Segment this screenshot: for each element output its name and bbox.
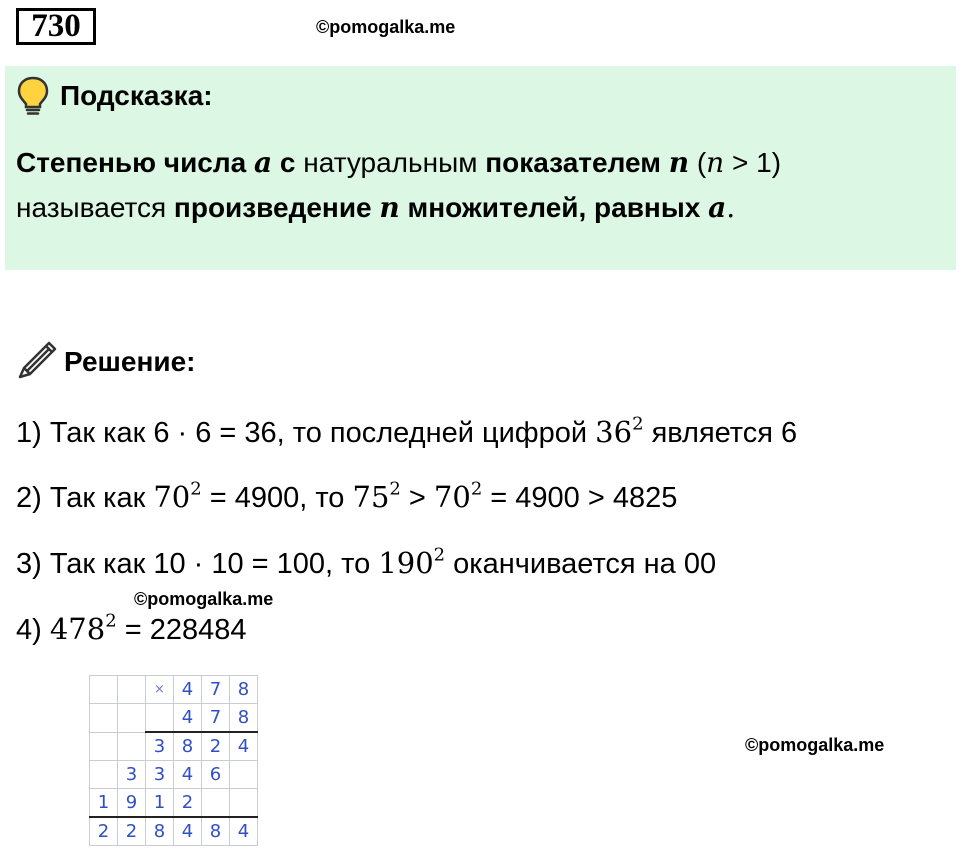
- grid-cell: 2: [202, 732, 230, 761]
- grid-cell: [230, 789, 258, 818]
- hint-line-1: [16, 139, 781, 186]
- grid-cell: [90, 704, 118, 733]
- text-segment: = 4900 > 4825: [482, 482, 678, 514]
- text-segment: множителей, равных: [399, 192, 709, 223]
- grid-cell: [90, 676, 118, 704]
- grid-cell: [118, 704, 146, 733]
- text-segment: 36: [595, 415, 633, 449]
- grid-row: [90, 789, 258, 818]
- text-segment: показателем: [485, 147, 669, 178]
- solution-item-4: [16, 612, 246, 647]
- grid-cell: [230, 761, 258, 789]
- exponent: 2: [389, 478, 401, 500]
- grid-cell: 7: [202, 676, 230, 704]
- grid-cell: 4: [174, 676, 202, 704]
- grid-cell: ×: [146, 676, 174, 704]
- lightbulb-icon: [16, 76, 50, 121]
- grid-cell: 4: [230, 732, 258, 761]
- text-segment: натуральным: [295, 147, 486, 178]
- grid-cell: 2: [118, 817, 146, 846]
- grid-cell: 6: [202, 761, 230, 789]
- problem-number: 730: [16, 8, 96, 45]
- text-segment: 478: [49, 612, 106, 646]
- grid-cell: [118, 732, 146, 761]
- grid-cell: 3: [146, 732, 174, 761]
- text-segment: 190: [378, 546, 434, 580]
- grid-cell: 1: [90, 789, 118, 818]
- text-segment: 3) Так как 10 · 10 = 100, то: [16, 548, 379, 580]
- pencil-icon: [16, 337, 60, 386]
- grid-cell: 9: [118, 789, 146, 818]
- grid-cell: [118, 676, 146, 704]
- grid-cell: 8: [174, 732, 202, 761]
- grid-row: [90, 761, 258, 789]
- solution-title: Решение:: [64, 346, 196, 377]
- watermark-top: ©pomogalka.me: [316, 17, 456, 37]
- solution-item-1: [16, 415, 797, 450]
- text-segment: с: [272, 147, 296, 178]
- grid-cell: 4: [174, 817, 202, 846]
- text-segment: = 4900, то: [201, 482, 353, 514]
- multiplication-grid: [89, 675, 258, 846]
- watermark-middle: ©pomogalka.me: [134, 589, 274, 609]
- text-segment: произведение: [173, 192, 380, 223]
- grid-cell: 8: [230, 704, 258, 733]
- text-segment: 4): [16, 614, 50, 646]
- hint-line-2: [16, 184, 735, 231]
- exponent: 2: [433, 544, 446, 566]
- text-segment: 1) Так как 6 · 6 = 36, то последней цифрой: [16, 417, 596, 449]
- grid-cell: 3: [118, 761, 146, 789]
- grid-cell: [90, 732, 118, 761]
- grid-cell: 8: [202, 817, 230, 846]
- text-segment: оканчивается на 00: [445, 548, 717, 580]
- solution-item-3: [16, 546, 716, 581]
- text-segment: Степенью числа: [16, 147, 254, 178]
- grid-cell: 4: [174, 704, 202, 733]
- text-segment: 70: [153, 480, 191, 514]
- text-segment: n: [706, 146, 725, 179]
- text-segment: a: [254, 146, 273, 179]
- text-segment: является 6: [643, 417, 798, 449]
- grid-cell: 4: [230, 817, 258, 846]
- text-segment: (: [689, 147, 707, 178]
- grid-cell: 1: [146, 789, 174, 818]
- exponent: 2: [470, 478, 483, 500]
- grid-cell: 7: [202, 704, 230, 733]
- text-segment: >: [400, 482, 434, 514]
- text-segment: 70: [433, 480, 471, 514]
- text-segment: называется: [16, 192, 174, 223]
- text-segment: 2) Так как: [16, 482, 154, 514]
- text-segment: n: [379, 191, 400, 224]
- watermark-bottom: ©pomogalka.me: [745, 735, 885, 755]
- grid-cell: [146, 704, 174, 733]
- text-segment: a: [708, 191, 727, 224]
- grid-cell: [202, 789, 230, 818]
- grid-cell: 4: [174, 761, 202, 789]
- grid-row: [90, 732, 258, 761]
- exponent: 2: [632, 413, 644, 435]
- grid-cell: 8: [146, 817, 174, 846]
- grid-cell: 2: [174, 789, 202, 818]
- grid-cell: [90, 761, 118, 789]
- text-segment: .: [726, 191, 736, 224]
- grid-row: [90, 704, 258, 733]
- grid-row: [90, 676, 258, 704]
- grid-cell: 2: [90, 817, 118, 846]
- grid-cell: 3: [146, 761, 174, 789]
- text-segment: n: [668, 146, 690, 179]
- text-segment: 75: [352, 480, 390, 514]
- exponent: 2: [190, 478, 202, 500]
- text-segment: > 1): [724, 147, 782, 178]
- hint-title: Подсказка:: [60, 80, 213, 111]
- grid-cell: 8: [230, 676, 258, 704]
- solution-item-2: [16, 480, 677, 515]
- grid-row: [90, 817, 258, 846]
- text-segment: = 228484: [116, 614, 247, 646]
- exponent: 2: [105, 610, 117, 632]
